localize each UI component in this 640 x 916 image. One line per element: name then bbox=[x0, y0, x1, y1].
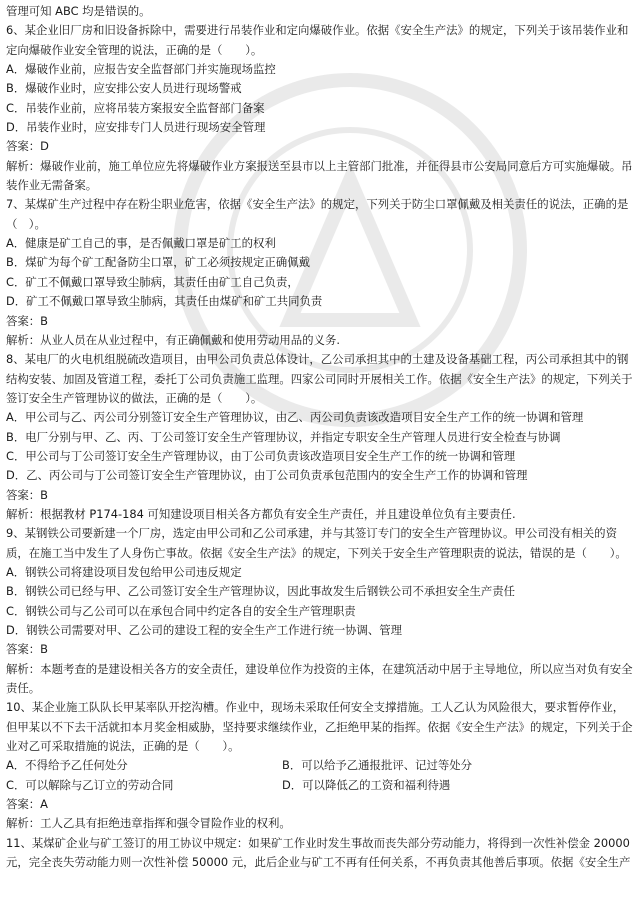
q7-option-d: D．矿工不佩戴口罩导致尘肺病，其责任由煤矿和矿工共同负责 bbox=[6, 294, 323, 309]
q10-option-d: D．可以降低乙的工资和福利待遇 bbox=[282, 777, 451, 792]
q6-option-b: B．爆破作业时，应安排公安人员进行现场警戒 bbox=[6, 81, 242, 96]
q6-option-d: D．吊装作业时，应安排专门人员进行现场安全管理 bbox=[6, 120, 266, 135]
q9-option-c: C．钢铁公司与乙公司可以在承包合同中约定各自的安全生产管理职责 bbox=[6, 603, 356, 618]
q10-answer: 答案：A bbox=[6, 797, 48, 812]
q10-analysis: 解析：工人乙具有拒绝违章指挥和强令冒险作业的权利。 bbox=[6, 816, 291, 831]
q10-options-row-2 bbox=[6, 776, 634, 795]
q8-option-a: A．甲公司与乙、丙公司分别签订安全生产管理协议，由乙、丙公司负责该改造项目安全生产工作的统一协调和管理 bbox=[6, 410, 584, 425]
q7-analysis: 解析：从业人员在从业过程中，有正确佩戴和使用劳动用品的义务. bbox=[6, 332, 340, 347]
q10-option-a: A．不得给予乙任何处分 bbox=[6, 758, 128, 773]
q9-question: 9、某钢铁公司要新建一个厂房，选定由甲公司和乙公司承建，并与其签订专门的安全生产管理协议。甲公司没有相关的资质，在施工当中发生了人身伤亡事故。依据《安全生产法》的规定，下列关于安全生产管理职责的说法，错误的是（ ）。 bbox=[6, 526, 627, 560]
q8-analysis: 解析：根据教材 P174-184 可知建设项目相关各方都负有安全生产责任，并且建设单位负有主要责任. bbox=[6, 506, 516, 521]
q7-option-c: C．矿工不佩戴口罩导致尘肺病，其责任由矿工自己负责， bbox=[6, 274, 299, 289]
q6-option-c: C．吊装作业前，应将吊装方案报安全监督部门备案 bbox=[6, 100, 265, 115]
q6-answer: 答案：D bbox=[6, 139, 49, 154]
intro-line: 管理可知 ABC 均是错误的。 bbox=[6, 4, 151, 18]
q7-question: 7、某煤矿生产过程中存在粉尘职业危害，依据《安全生产法》的规定，下列关于防尘口罩佩戴及相关责任的说法，正确的是（ ）。 bbox=[6, 197, 629, 231]
q10-option-b: B．可以给予乙通报批评、记过等处分 bbox=[282, 758, 473, 773]
q8-option-c: C．甲公司与丁公司签订安全生产管理协议，由丁公司负责该改造项目安全生产工作的统一协调和管理 bbox=[6, 448, 516, 463]
document-page bbox=[6, 2, 634, 872]
q9-option-b: B．钢铁公司已经与甲、乙公司签订安全生产管理协议，因此事故发生后钢铁公司不承担安全生产责任 bbox=[6, 584, 516, 599]
q10-options-row-1 bbox=[6, 756, 634, 775]
q6-option-a: A．爆破作业前，应报告安全监督部门并实施现场监控 bbox=[6, 62, 276, 77]
q7-option-a: A．健康是矿工自己的事，是否佩戴口罩是矿工的权利 bbox=[6, 236, 276, 251]
q8-option-d: D．乙、丙公司与丁公司签订安全生产管理协议，由丁公司负责承包范围内的安全生产工作的协调和管理 bbox=[6, 468, 528, 483]
q9-option-d: D．钢铁公司需要对甲、乙公司的建设工程的安全生产工作进行统一协调、管理 bbox=[6, 623, 403, 637]
q8-question: 8、某电厂的火电机组脱硫改造项目，由甲公司负责总体设计，乙公司承担其中的土建及设备基础工程，丙公司承担其中的钢结构安装、加固及管道工程，委托丁公司负责施工监理。四家公司同时开展相关工作。依据《安全生产法》的规定，下列关于签订安全生产管理协议的做法，正确的是（ ）。 bbox=[6, 352, 633, 405]
q7-option-b: B．煤矿为每个矿工配备防尘口罩，矿工必须按规定正确佩戴 bbox=[6, 255, 310, 270]
q9-analysis: 解析：本题考查的是建设相关各方的安全责任，建设单位作为投资的主体，在建筑活动中居于主导地位，所以应当对负有安全责任。 bbox=[6, 661, 633, 696]
q9-answer: 答案：B bbox=[6, 642, 48, 657]
q10-question: 10、某企业施工队队长甲某率队开挖沟槽。作业中，现场未采取任何安全支撑措施。工人乙认为风险很大，要求暂停作业，但甲某以不下去干活就扣本月奖金相威胁，坚持要求继续作业，乙拒绝甲某的指挥。依据《安全生产法》的规定，下列关于企业对乙可采取措施的说法，正确的是（ ）。 bbox=[6, 700, 633, 754]
q7-answer: 答案：B bbox=[6, 313, 48, 328]
q8-answer: 答案：B bbox=[6, 487, 48, 502]
q10-option-c: C．可以解除与乙订立的劳动合同 bbox=[6, 777, 174, 792]
q6-analysis: 解析：爆破作业前，施工单位应先将爆破作业方案报送至县市以上主管部门批准，并征得县市公安局同意后方可实施爆破。吊装作业无需备案。 bbox=[6, 158, 633, 193]
q9-option-a: A．钢铁公司将建设项目发包给甲公司违反规定 bbox=[6, 564, 242, 579]
q6-question: 6、某企业旧厂房和旧设备拆除中，需要进行吊装作业和定向爆破作业。依据《安全生产法》的规定，下列关于该吊装作业和定向爆破作业安全管理的说法，正确的是（ ）。 bbox=[6, 23, 629, 57]
q8-option-b: B．电厂分别与甲、乙、丙、丁公司签订安全生产管理协议，并指定专职安全生产管理人员进行安全检查与协调 bbox=[6, 429, 561, 444]
q11-question: 11、某煤矿企业与矿工签订的用工协议中规定：如果矿工作业时发生事故而丧失部分劳动能力，将得到一次性补偿金 20000 元，完全丧失劳动能力则一次性补偿 50000 元，此后企业与矿工不再有任何关系，不再负责其他善后事项。依据《安全生产 bbox=[6, 835, 631, 870]
